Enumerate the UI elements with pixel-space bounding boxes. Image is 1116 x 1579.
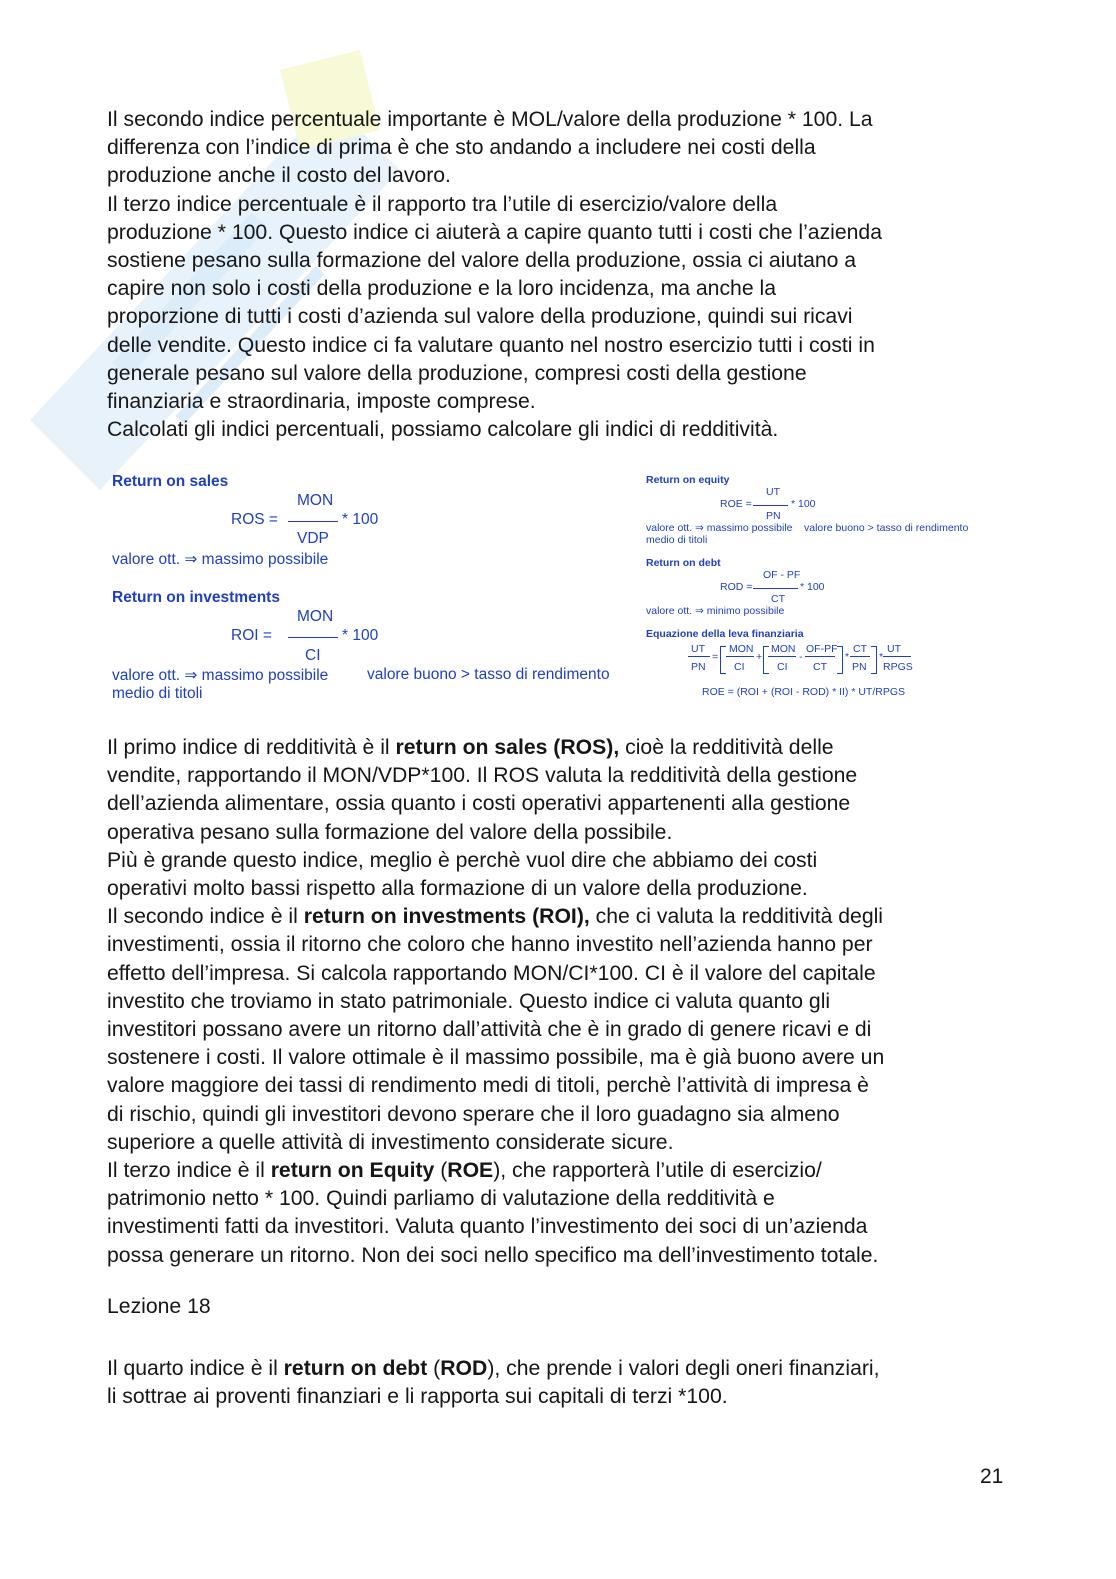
rod-rhs: * 100 — [800, 581, 825, 593]
roi-title: Return on investments — [112, 589, 280, 606]
ros-title: Return on sales — [112, 473, 229, 490]
text-line: delle vendite. Questo indice ci fa valutare quanto nel nostro esercizio tutti i costi in — [107, 333, 875, 357]
text-line: operativa pesano sulla formazione del valore della possibile. — [107, 820, 673, 844]
roi-note-good: valore buono > tasso di rendimento — [367, 666, 610, 683]
leva-pn2: PN — [852, 661, 867, 673]
intro-paragraph — [107, 106, 1027, 444]
ros-rhs: * 100 — [342, 511, 379, 528]
roe-rhs: * 100 — [791, 498, 816, 510]
ros-lhs: ROS = — [231, 511, 278, 528]
leva-minus: - — [799, 651, 803, 663]
text-line: operativi molto bassi rispetto alla formazione di un valore della produzione. — [107, 877, 808, 901]
roi-note: valore ott. ⇒ massimo possibile — [112, 667, 329, 684]
text-line: sostenere i costi. Il valore ottimale è il massimo possibile, ma è già buono avere un — [107, 1046, 885, 1070]
text-line: investimenti fatti da investitori. Valuta quanto l’investimento dei soci di un’azienda — [107, 1215, 868, 1239]
text-line: Più è grande questo indice, meglio è perchè vuol dire che abbiamo dei costi — [107, 848, 818, 872]
text-line: li sottrae ai proventi finanziari e li rapporta sui capitali di terzi *100. — [107, 1385, 728, 1409]
ros-fraction-bar — [288, 521, 338, 522]
leva-bracket-close — [871, 646, 877, 674]
leva-bracket-inner-close — [837, 646, 843, 674]
leva-bar-4 — [805, 656, 835, 657]
roi-numerator: MON — [297, 608, 334, 625]
text-line: Il terzo indice è il return on Equity (ROE), che rapporterà l’utile di esercizio/ — [107, 1159, 822, 1183]
roe-title: Return on equity — [646, 474, 730, 486]
text-line: investito che troviamo in stato patrimoniale. Questo indice ci valuta quanto gli — [107, 989, 831, 1013]
roe-note-titoli: medio di titoli — [646, 534, 708, 546]
text-line: vendite, rapportando il MON/VDP*100. Il ROS valuta la redditività della gestione — [107, 764, 858, 788]
roe-numerator: UT — [766, 486, 780, 498]
rod-numerator: OF - PF — [763, 569, 801, 581]
roi-note-titoli: medio di titoli — [112, 685, 203, 702]
leva-mon1: MON — [729, 643, 754, 655]
roe-abbr: ROE — [447, 1159, 494, 1183]
leva-bracket-open — [720, 646, 726, 674]
leva-ut: UT — [691, 643, 705, 655]
rod-term: return on debt — [283, 1357, 428, 1380]
text-line: Il secondo indice è il return on investments (ROI), che ci valuta la redditività degli — [107, 905, 884, 929]
text-line: produzione anche il costo del lavoro. — [107, 164, 451, 188]
leva-bar-3 — [768, 656, 796, 657]
leva-pn: PN — [691, 661, 706, 673]
text-line: generale pesano sul valore della produzione, compresi costi della gestione — [107, 361, 807, 385]
leva-rpgs: RPGS — [883, 661, 913, 673]
text-line: produzione * 100. Questo indice ci aiuterà a capire quanto tutti i costi che l’azienda — [107, 220, 882, 244]
rod-note: valore ott. ⇒ minimo possibile — [646, 605, 785, 617]
text-line: Il terzo indice percentuale è il rapporto tra l’utile di esercizio/valore della — [107, 192, 778, 216]
roe-note: valore ott. ⇒ massimo possibile — [646, 522, 793, 534]
ros-numerator: MON — [297, 492, 334, 509]
roe-term: return on Equity — [270, 1159, 435, 1183]
roi-term: return on investments (ROI), — [303, 905, 590, 929]
leva-bar-5 — [850, 656, 870, 657]
leva-plus: + — [756, 651, 763, 663]
roi-lhs: ROI = — [231, 627, 272, 644]
leva-formula: ROE = (ROI + (ROI - ROD) * II) * UT/RPGS — [702, 686, 906, 698]
rod-abbr: ROD — [440, 1357, 488, 1380]
rod-lhs: ROD = — [720, 581, 753, 593]
leva-bar-1 — [688, 656, 710, 657]
text-line: di rischio, quindi gli investitori devono sperare che il loro guadagno sia almeno — [107, 1102, 840, 1126]
figure-roe-rod-leva — [640, 470, 1000, 710]
ros-term: return on sales (ROS), — [395, 736, 620, 759]
leva-star1: * — [845, 651, 850, 663]
rod-denominator: CT — [771, 593, 785, 605]
text-line: capire non solo i costi della produzione e la loro incidenza, ma anche la — [107, 277, 776, 301]
text-line: finanziaria e straordinaria, imposte comprese. — [107, 390, 536, 414]
roe-fraction-bar — [753, 505, 788, 506]
leva-star2: * — [879, 651, 884, 663]
figure-ros-roi — [105, 468, 645, 713]
text-line: effetto dell’impresa. Si calcola rapportando MON/CI*100. CI è il valore del capitale — [107, 961, 876, 985]
roe-lhs: ROE = — [720, 498, 752, 510]
leva-bar-2 — [726, 656, 754, 657]
leva-of-pf: OF-PF — [806, 643, 838, 655]
leva-ct2: CT — [853, 643, 867, 655]
indici-paragraph — [107, 734, 1027, 1270]
text-line: investitori possano avere un ritorno dall’attività che è in grado di genere ricavi e di — [107, 1018, 872, 1042]
roe-denominator: PN — [766, 510, 781, 522]
text-line: proporzione di tutti i costi d’azienda sul valore della produzione, quindi sui ricavi — [107, 305, 853, 329]
leva-mon2: MON — [771, 643, 796, 655]
text-line: Il secondo indice percentuale importante è MOL/valore della produzione * 100. La — [107, 108, 873, 131]
roi-denominator: CI — [305, 647, 321, 664]
text-line: Il quarto indice è il return on debt (ROD), che prende i valori degli oneri finanziari, — [107, 1357, 880, 1380]
roi-rhs: * 100 — [342, 627, 379, 644]
leva-ct1: CT — [813, 661, 827, 673]
page-number: 21 — [980, 1465, 1004, 1488]
leva-eq: = — [712, 651, 719, 663]
text-line: Calcolati gli indici percentuali, possiamo calcolare gli indici di redditività. — [107, 418, 779, 442]
text-line: patrimonio netto * 100. Quindi parliamo di valutazione della redditività e — [107, 1187, 775, 1211]
ros-denominator: VDP — [297, 530, 329, 547]
text-line: sostiene pesano sulla formazione del valore della produzione, ossia ci aiutano a — [107, 249, 857, 273]
lesson-heading: Lezione 18 — [107, 1295, 211, 1318]
leva-bar-6 — [883, 656, 911, 657]
leva-ci1: CI — [734, 661, 745, 673]
text-line: Il primo indice di redditività è il return on sales (ROS), cioè la redditività delle — [107, 736, 834, 759]
text-line: dell’azienda alimentare, ossia quanto i costi operativi appartenenti alla gestione — [107, 792, 851, 816]
text-line: possa generare un ritorno. Non dei soci nello specifico ma dell’investimento totale. — [107, 1243, 879, 1267]
leva-bracket-inner-open — [763, 646, 769, 674]
ros-note: valore ott. ⇒ massimo possibile — [112, 551, 329, 568]
rod-title: Return on debt — [646, 557, 721, 569]
leva-ci2: CI — [777, 661, 788, 673]
roe-note-good: valore buono > tasso di rendimento — [804, 522, 969, 534]
text-line: superiore a quelle attività di investimento considerate sicure. — [107, 1130, 674, 1154]
rod-paragraph — [107, 1355, 1027, 1411]
leva-ut2: UT — [887, 643, 901, 655]
roi-fraction-bar — [288, 637, 338, 638]
leva-title: Equazione della leva finanziaria — [646, 628, 804, 640]
text-line: differenza con l’indice di prima è che sto andando a includere nei costi della — [107, 136, 816, 160]
text-line: investimenti, ossia il ritorno che coloro che hanno investito nell’azienda hanno per — [107, 933, 873, 957]
rod-fraction-bar — [753, 588, 798, 589]
text-line: valore maggiore dei tassi di rendimento medi di titoli, perchè l’attività di impresa è — [107, 1074, 869, 1098]
